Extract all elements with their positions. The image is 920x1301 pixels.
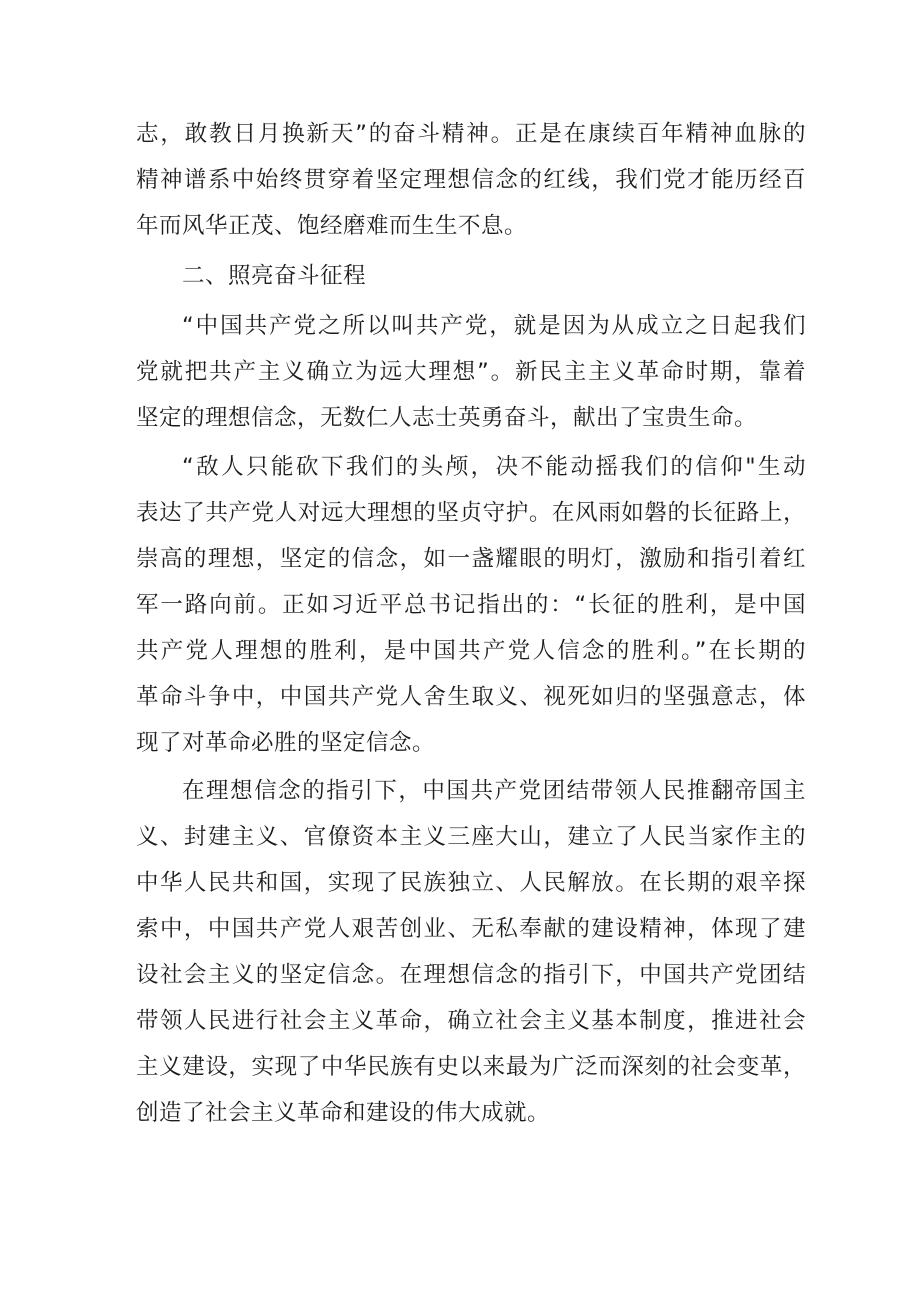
text-line: 年而风华正茂、饱经磨难而生生不息。 — [136, 213, 528, 239]
section-heading-text: 二、照亮奋斗征程 — [182, 263, 367, 289]
text-line: 现了对革命必胜的坚定信念。 — [136, 730, 436, 756]
text-line: 革命斗争中，中国共产党人舍生取义、视死如归的坚强意志，体 — [136, 684, 806, 710]
section-heading — [136, 253, 806, 299]
text-line: “敌人只能砍下我们的头颅，决不能动摇我们的信仰"生动 — [182, 454, 806, 480]
text-line: “中国共产党之所以叫共产党，就是因为从成立之日起我们 — [182, 313, 806, 339]
text-line: 共产党人理想的胜利，是中国共产党人信念的胜利。”在长期的 — [136, 638, 806, 664]
text-line: 义、封建主义、官僚资本主义三座大山，建立了人民当家作主的 — [136, 824, 806, 850]
text-line: 志，敢教日月换新天”的奋斗精神。正是在康续百年精神血脉的 — [136, 121, 806, 147]
paragraph — [136, 444, 806, 766]
text-line: 索中，中国共产党人艰苦创业、无私奉献的建设精神，体现了建 — [136, 916, 806, 942]
paragraph — [136, 768, 806, 1136]
text-line: 党就把共产主义确立为远大理想”。新民主主义革命时期，靠着 — [136, 359, 806, 385]
text-line: 精神谱系中始终贯穿着坚定理想信念的红线，我们党才能历经百 — [136, 167, 806, 193]
text-line: 在理想信念的指引下，中国共产党团结带领人民推翻帝国主 — [182, 778, 806, 804]
text-line: 崇高的理想，坚定的信念，如一盏耀眼的明灯，激励和指引着红 — [136, 546, 806, 572]
text-line: 设社会主义的坚定信念。在理想信念的指引下，中国共产党团结 — [136, 962, 806, 988]
text-line: 中华人民共和国，实现了民族独立、人民解放。在长期的艰辛探 — [136, 870, 806, 896]
text-line: 创造了社会主义革命和建设的伟大成就。 — [136, 1100, 551, 1126]
paragraph-continuation — [136, 111, 806, 249]
text-line: 带领人民进行社会主义革命，确立社会主义基本制度，推进社会 — [136, 1008, 806, 1034]
paragraph — [136, 303, 806, 441]
text-line: 军一路向前。正如习近平总书记指出的：“长征的胜利，是中国 — [136, 592, 806, 618]
text-line: 表达了共产党人对远大理想的坚贞守护。在风雨如磐的长征路上， — [136, 500, 806, 526]
text-line: 坚定的理想信念，无数仁人志士英勇奋斗，献出了宝贵生命。 — [136, 405, 758, 431]
text-line: 主义建设，实现了中华民族有史以来最为广泛而深刻的社会变革， — [136, 1054, 806, 1080]
